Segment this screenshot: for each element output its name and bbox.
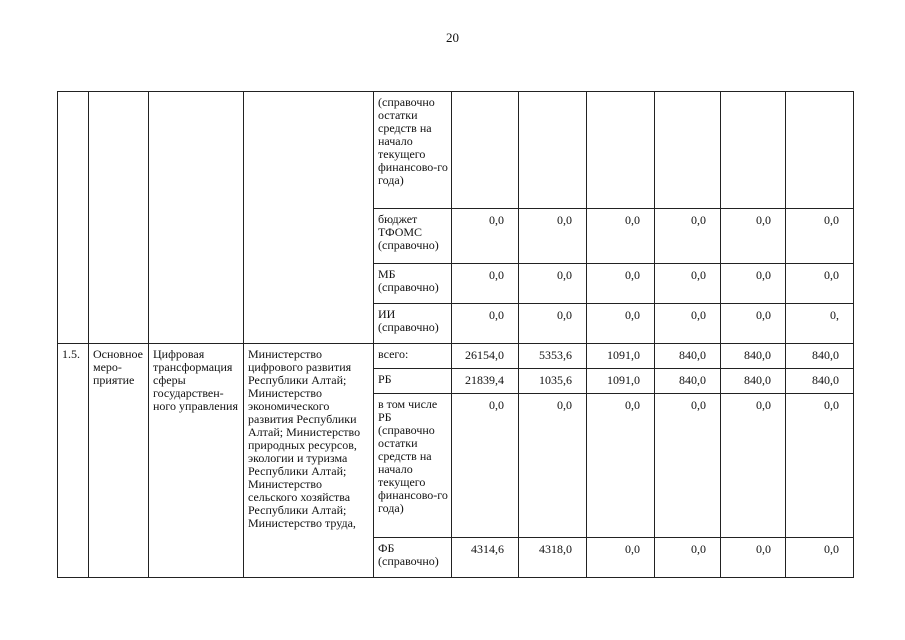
source-cell: МБ (справочно) <box>374 264 452 304</box>
value-cell: 0,0 <box>655 394 721 538</box>
source-cell: бюджет ТФОМС (справочно) <box>374 209 452 264</box>
value-cell: 0,0 <box>519 304 587 344</box>
value-cell: 0,0 <box>587 538 655 578</box>
value-cell: 0,0 <box>519 264 587 304</box>
value-cell: 0,0 <box>721 394 786 538</box>
value-cell: 0,0 <box>721 209 786 264</box>
table-row <box>58 344 854 369</box>
source-cell: всего: <box>374 344 452 369</box>
value-cell <box>587 92 655 209</box>
value-cell <box>519 92 587 209</box>
value-cell: 1091,0 <box>587 344 655 369</box>
value-cell: 4314,6 <box>452 538 519 578</box>
value-cell: 0,0 <box>655 264 721 304</box>
value-cell: 840,0 <box>655 369 721 394</box>
value-cell <box>452 92 519 209</box>
source-cell: РБ <box>374 369 452 394</box>
value-cell: 0,0 <box>655 209 721 264</box>
value-cell: 0,0 <box>587 209 655 264</box>
value-cell: 0,0 <box>587 304 655 344</box>
source-cell: ФБ (справочно) <box>374 538 452 578</box>
value-cell: 0,0 <box>786 209 854 264</box>
value-cell: 0,0 <box>587 394 655 538</box>
page-number: 20 <box>446 30 459 45</box>
value-cell <box>786 92 854 209</box>
value-cell: 4318,0 <box>519 538 587 578</box>
value-cell: 0,0 <box>519 394 587 538</box>
item-number-cell-cont <box>58 92 89 344</box>
value-cell: 0,0 <box>452 264 519 304</box>
value-cell: 0,0 <box>452 394 519 538</box>
item-type: Основное меро-приятие <box>89 344 149 578</box>
item-number: 1.5. <box>58 344 89 578</box>
value-cell: 840,0 <box>721 344 786 369</box>
value-cell: 0,0 <box>655 304 721 344</box>
value-cell: 0,0 <box>786 264 854 304</box>
value-cell: 26154,0 <box>452 344 519 369</box>
value-cell: 0,0 <box>786 394 854 538</box>
source-cell: в том числе РБ (справочно остатки средств на начало текущего финансово-го года) <box>374 394 452 538</box>
value-cell <box>655 92 721 209</box>
item-executor: Министерство цифрового развития Республики Алтай; Министерство экономического развития Республики Алтай; Министерство природных ресурсов, экологии и туризма Республики Алтай; Министерство сельского хозяйства Республики Алтай; Министерство труда, <box>244 344 374 578</box>
value-cell <box>721 92 786 209</box>
value-cell: 0,0 <box>655 538 721 578</box>
item-executor-cell-cont <box>244 92 374 344</box>
source-cell: (справочно остатки средств на начало текущего финансово-го года) <box>374 92 452 209</box>
value-cell: 0, <box>786 304 854 344</box>
value-cell: 840,0 <box>655 344 721 369</box>
value-cell: 21839,4 <box>452 369 519 394</box>
value-cell: 0,0 <box>452 209 519 264</box>
value-cell: 1091,0 <box>587 369 655 394</box>
source-cell: ИИ (справочно) <box>374 304 452 344</box>
value-cell: 5353,6 <box>519 344 587 369</box>
value-cell: 0,0 <box>721 304 786 344</box>
value-cell: 0,0 <box>519 209 587 264</box>
value-cell: 0,0 <box>786 538 854 578</box>
item-name-cell-cont <box>149 92 244 344</box>
table-row <box>58 92 854 209</box>
value-cell: 840,0 <box>721 369 786 394</box>
value-cell: 840,0 <box>786 369 854 394</box>
value-cell: 840,0 <box>786 344 854 369</box>
value-cell: 0,0 <box>587 264 655 304</box>
budget-table <box>57 91 854 578</box>
value-cell: 1035,6 <box>519 369 587 394</box>
value-cell: 0,0 <box>452 304 519 344</box>
item-name: Цифровая трансформация сферы государствен-ного управления <box>149 344 244 578</box>
item-type-cell-cont <box>89 92 149 344</box>
value-cell: 0,0 <box>721 264 786 304</box>
value-cell: 0,0 <box>721 538 786 578</box>
